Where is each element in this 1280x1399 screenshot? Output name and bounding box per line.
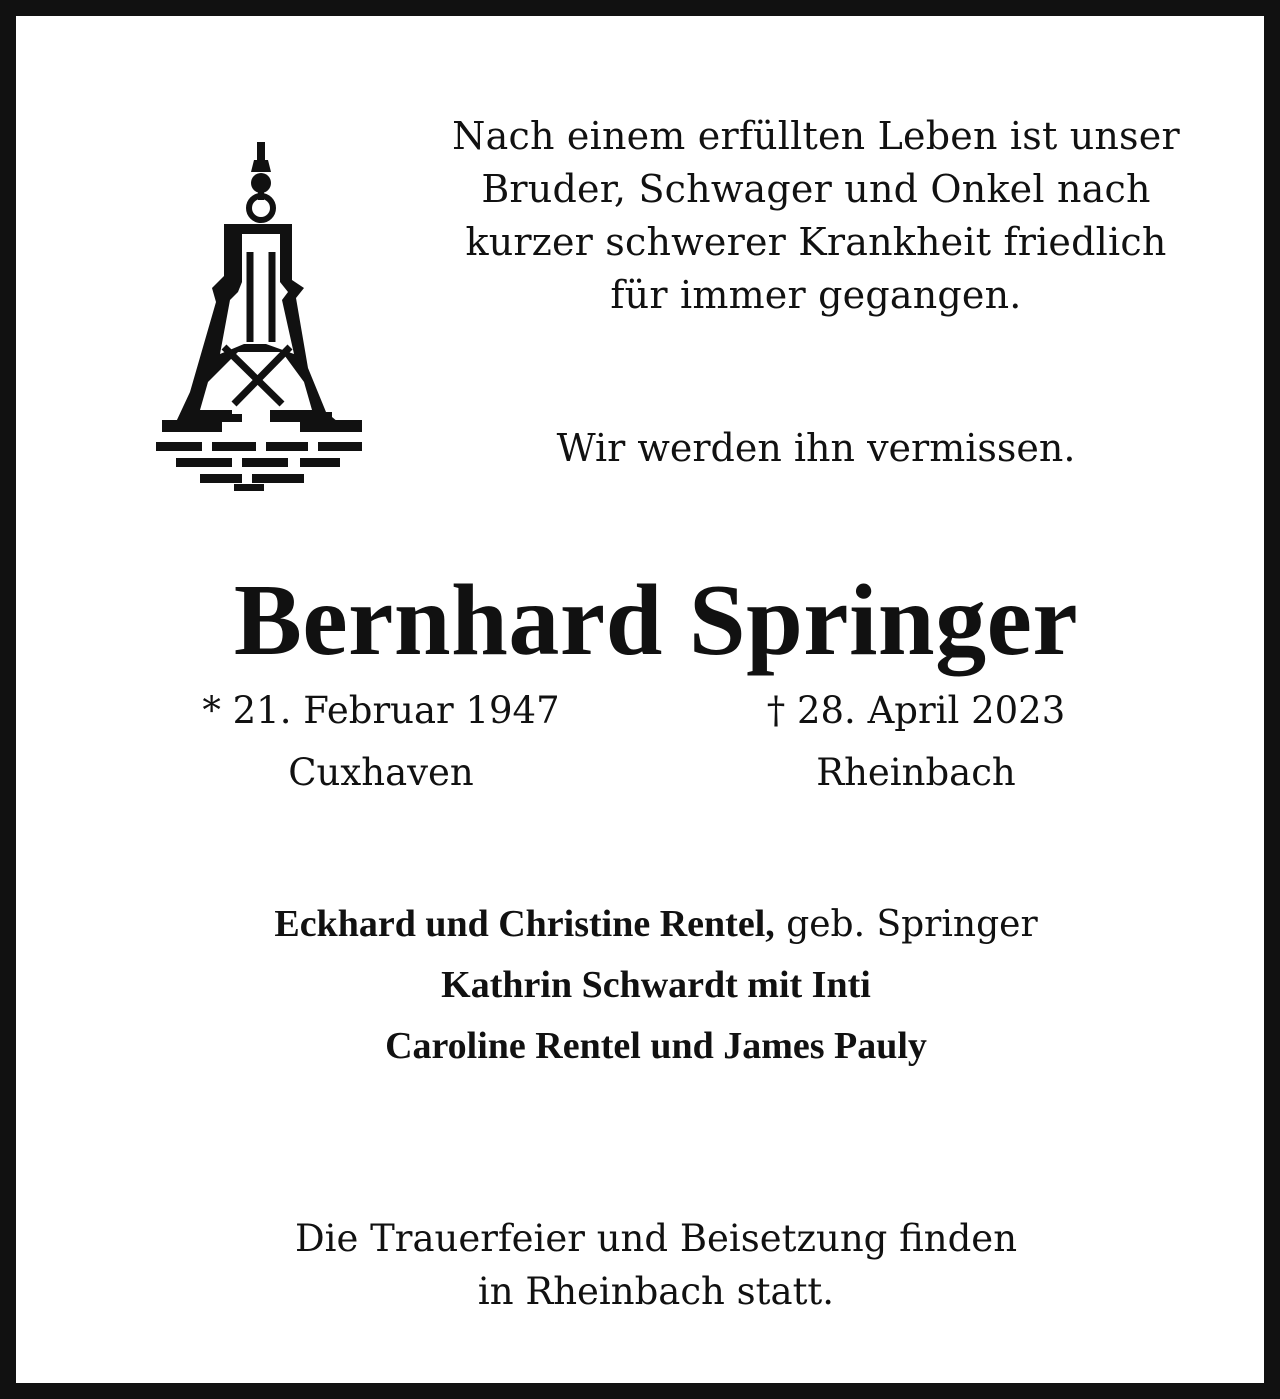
- family-line-bold: Kathrin Schwardt mit Inti: [441, 964, 871, 1006]
- family-line-bold: Eckhard und Christine Rentel,: [274, 903, 775, 945]
- family-line: [16, 1016, 1280, 1077]
- family-line-regular: geb. Springer: [774, 904, 1038, 945]
- intro-line: für immer gegangen.: [610, 273, 1022, 317]
- kugelbake-beacon-icon: [154, 142, 366, 492]
- family-line: [16, 894, 1280, 955]
- birth-place: Cuxhaven: [288, 751, 474, 794]
- intro-line: Bruder, Schwager und Onkel nach: [481, 167, 1151, 211]
- family-line: [16, 955, 1280, 1016]
- intro-line: Nach einem erfüllten Leben ist unser: [452, 114, 1180, 158]
- intro-text: [416, 110, 1216, 322]
- deceased-name: Bernhard Springer: [233, 564, 1079, 677]
- family-signatures: [16, 894, 1280, 1077]
- miss-line: Wir werden ihn vermissen.: [556, 426, 1076, 470]
- family-line-bold: Caroline Rentel und James Pauly: [385, 1025, 927, 1067]
- death-date: † 28. April 2023: [766, 689, 1066, 732]
- intro-line: kurzer schwerer Krankheit friedlich: [465, 220, 1167, 264]
- funeral-notice: [16, 1212, 1280, 1318]
- birth-date: * 21. Februar 1947: [202, 689, 560, 732]
- closing-line: Die Trauerfeier und Beisetzung finden: [294, 1217, 1018, 1260]
- closing-line: in Rheinbach statt.: [477, 1270, 835, 1313]
- death-place: Rheinbach: [816, 751, 1016, 794]
